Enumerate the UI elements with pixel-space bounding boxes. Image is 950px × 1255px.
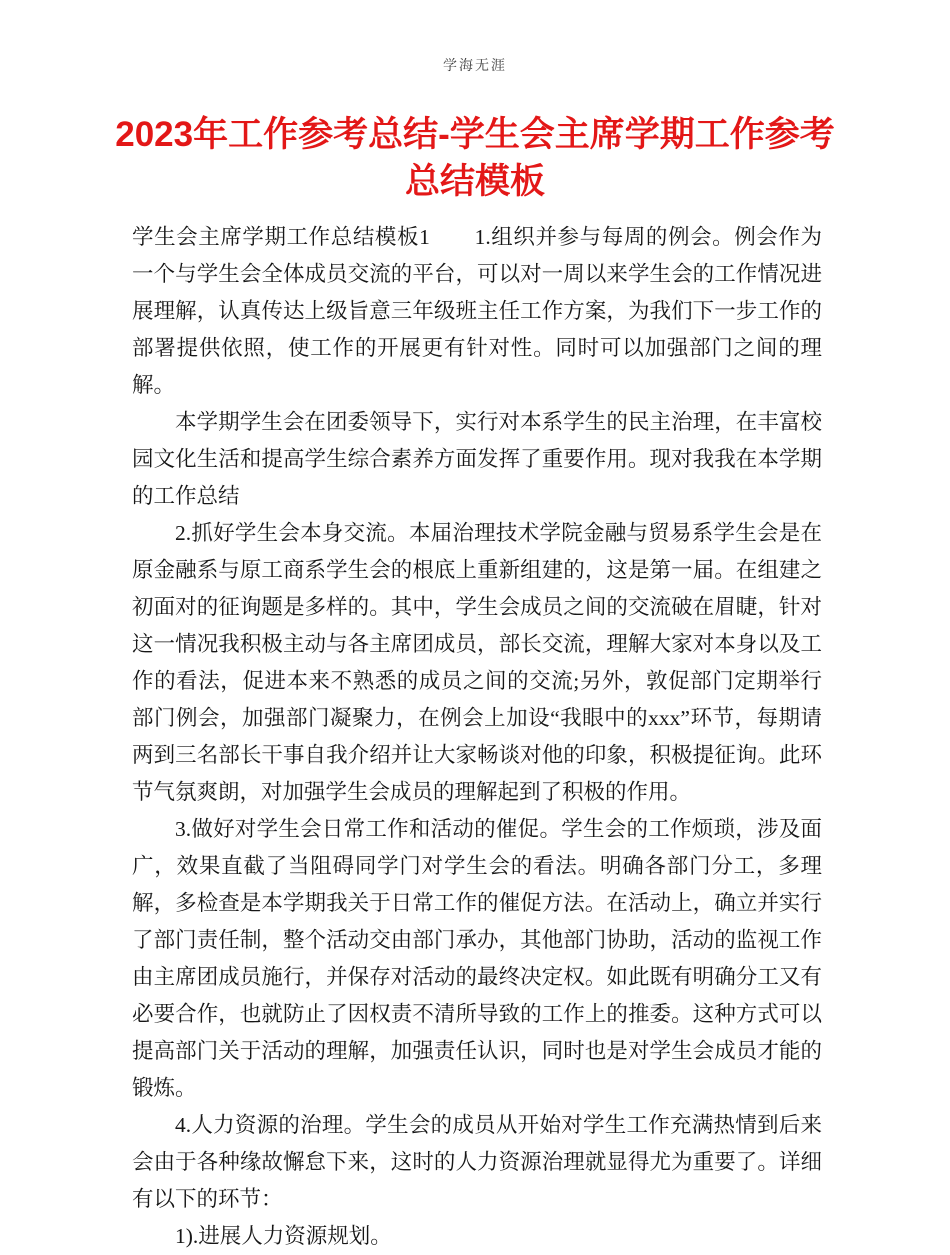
document-body [132,219,822,1255]
paragraph: 3.做好对学生会日常工作和活动的催促。学生会的工作烦琐，涉及面广，效果直截了当阻碍同学门对学生会的看法。明确各部门分工，多理解，多检查是本学期我关于日常工作的催促方法。在活动上，确立并实行了部门责任制，整个活动交由部门承办，其他部门协助，活动的监视工作由主席团成员施行，并保存对活动的最终决定权。如此既有明确分工又有必要合作，也就防止了因权责不清所导致的工作上的推委。这种方式可以提高部门关于活动的理解，加强责任认识，同时也是对学生会成员才能的锻炼。 [132,817,822,1100]
paragraph: 本学期学生会在团委领导下，实行对本系学生的民主治理，在丰富校园文化生活和提高学生综合素养方面发挥了重要作用。现对我我在本学期的工作总结 [132,410,822,508]
page-title: 2023年工作参考总结-学生会主席学期工作参考总结模板 [115,115,835,201]
paragraph: 2.抓好学生会本身交流。本届治理技术学院金融与贸易系学生会是在原金融系与原工商系学生会的根底上重新组建的，这是第一届。在组建之初面对的征询题是多样的。其中，学生会成员之间的交流破在眉睫，针对这一情况我积极主动与各主席团成员，部长交流，理解大家对本身以及工作的看法，促进本来不熟悉的成员之间的交流;另外，敦促部门定期举行部门例会，加强部门凝聚力，在例会上加设“我眼中的xxx”环节，每期请两到三名部长干事自我介绍并让大家畅谈对他的印象，积极提征询。此环节气氛爽朗，对加强学生会成员的理解起到了积极的作用。 [132,521,822,804]
paragraph: 1).进展人力资源规划。 [175,1224,392,1248]
paragraph: 4.人力资源的治理。学生会的成员从开始对学生工作充满热情到后来会由于各种缘故懈怠下来，这时的人力资源治理就显得尤为重要了。详细有以下的环节： [132,1113,822,1211]
paragraph: 学生会主席学期工作总结模板1 1.组织并参与每周的例会。例会作为一个与学生会全体成员交流的平台，可以对一周以来学生会的工作情况进展理解，认真传达上级旨意三年级班主任工作方案，为我们下一步工作的部署提供依照，使工作的开展更有针对性。同时可以加强部门之间的理解。 [132,225,822,397]
page-header-watermark: 学海无涯 [443,59,507,74]
